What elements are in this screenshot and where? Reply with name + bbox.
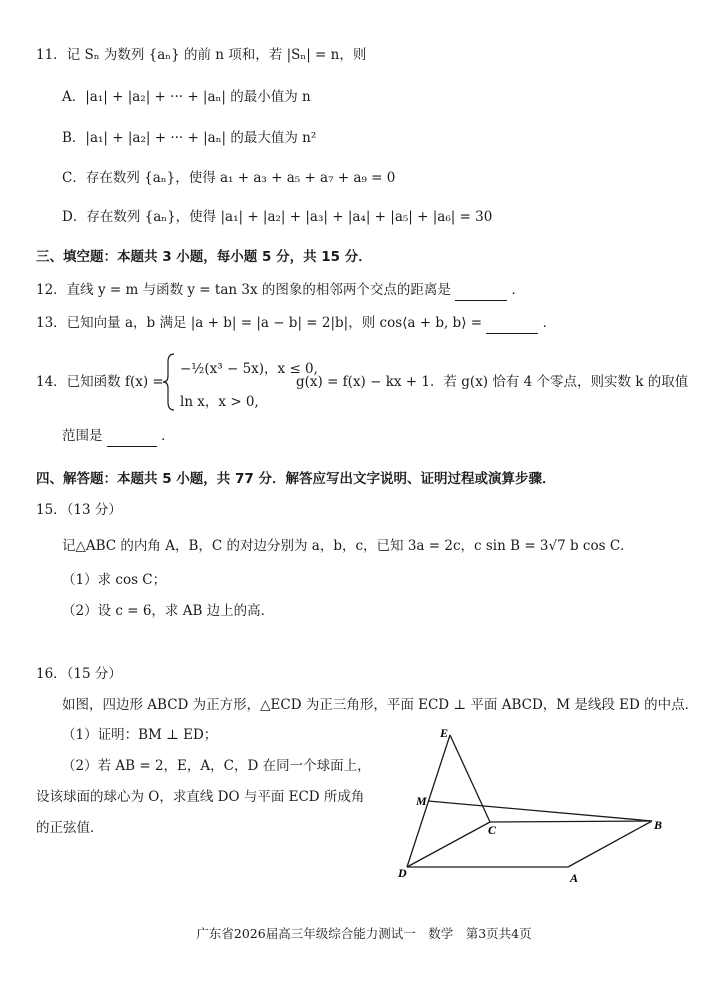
- q11-option-b: B．|a₁| + |a₂| + ··· + |aₙ| 的最大值为 n²: [62, 130, 317, 146]
- edge-CB: [490, 821, 652, 822]
- q14-end: ．: [161, 428, 175, 444]
- q11-option-d: D．存在数列 {aₙ}，使得 |a₁| + |a₂| + |a₃| + |a₄| + |a₅| + |a₆| = 30: [62, 209, 493, 225]
- q13: [36, 313, 556, 334]
- label-e: E: [440, 726, 449, 740]
- q12-end: ．: [511, 282, 525, 298]
- q16-part-2b: 设该球面的球心为 O，求直线 DO 与平面 ECD 所成角: [36, 789, 365, 805]
- q14-case-2: ln x，x > 0,: [180, 394, 259, 410]
- q12-answer-blank: [455, 280, 507, 301]
- q12: [36, 280, 525, 301]
- label-a: A: [570, 871, 579, 885]
- q13-text: 13．已知向量 a，b 满足 |a + b| = |a − b| = 2|b|，则 cos⟨a + b, b⟩ =: [36, 315, 483, 331]
- q14-line2: [62, 426, 175, 447]
- segment-MB: [428, 801, 652, 821]
- q11-option-a: A．|a₁| + |a₂| + ··· + |aₙ| 的最小值为 n: [62, 89, 311, 105]
- q16-part-2a: （2）若 AB = 2，E，A，C，D 在同一个球面上，: [62, 758, 371, 774]
- q12-text: 12．直线 y = m 与函数 y = tan 3x 的图象的相邻两个交点的距离是: [36, 282, 451, 298]
- q14-prefix: 14．已知函数 f(x) =: [36, 374, 164, 390]
- q16-head: 16．（15 分）: [36, 666, 122, 682]
- q11-option-c: C．存在数列 {aₙ}，使得 a₁ + a₃ + a₅ + a₇ + a₉ = 0: [62, 170, 396, 186]
- label-b: B: [654, 818, 663, 832]
- q16-stem: 如图，四边形 ABCD 为正方形，△ECD 为正三角形，平面 ECD ⊥ 平面 ABCD，M 是线段 ED 的中点．: [62, 697, 699, 713]
- q11-stem: 11．记 Sₙ 为数列 {aₙ} 的前 n 项和，若 |Sₙ| = n，则: [36, 47, 367, 63]
- q15-head: 15．（13 分）: [36, 502, 122, 518]
- section-3-heading: 三、填空题：本题共 3 小题，每小题 5 分，共 15 分．: [36, 249, 372, 265]
- q16-part-1: （1）证明：BM ⊥ ED；: [62, 727, 218, 743]
- q13-end: ．: [542, 315, 557, 331]
- label-c: C: [488, 823, 497, 837]
- label-d: D: [398, 866, 407, 880]
- edge-AB: [568, 821, 652, 867]
- q15-part-1: （1）求 cos C；: [62, 572, 167, 588]
- geometry-figure: [390, 725, 680, 885]
- q16-part-2c: 的正弦值．: [36, 820, 104, 836]
- q14-brace: [162, 352, 176, 412]
- q13-answer-blank: [486, 313, 538, 334]
- section-4-heading: 四、解答题：本题共 5 小题，共 77 分．解答应写出文字说明、证明过程或演算步骤．: [36, 471, 556, 487]
- q14-line2-text: 范围是: [62, 428, 103, 444]
- q14-case-1: −½(x³ − 5x)，x ≤ 0,: [180, 361, 318, 377]
- label-m: M: [416, 794, 427, 808]
- q14-suffix: g(x) = f(x) − kx + 1．若 g(x) 恰有 4 个零点，则实数 k 的取值: [296, 374, 689, 390]
- q15-part-2: （2）设 c = 6，求 AB 边上的高．: [62, 603, 275, 619]
- q14-answer-blank: [107, 426, 157, 447]
- page-footer: 广东省2026届高三年级综合能力测试一 数学 第3页共4页: [196, 926, 532, 941]
- q15-stem: 记△ABC 的内角 A，B，C 的对边分别为 a，b，c，已知 3a = 2c，c sin B = 3√7 b cos C．: [62, 538, 634, 554]
- edge-EC: [450, 735, 490, 822]
